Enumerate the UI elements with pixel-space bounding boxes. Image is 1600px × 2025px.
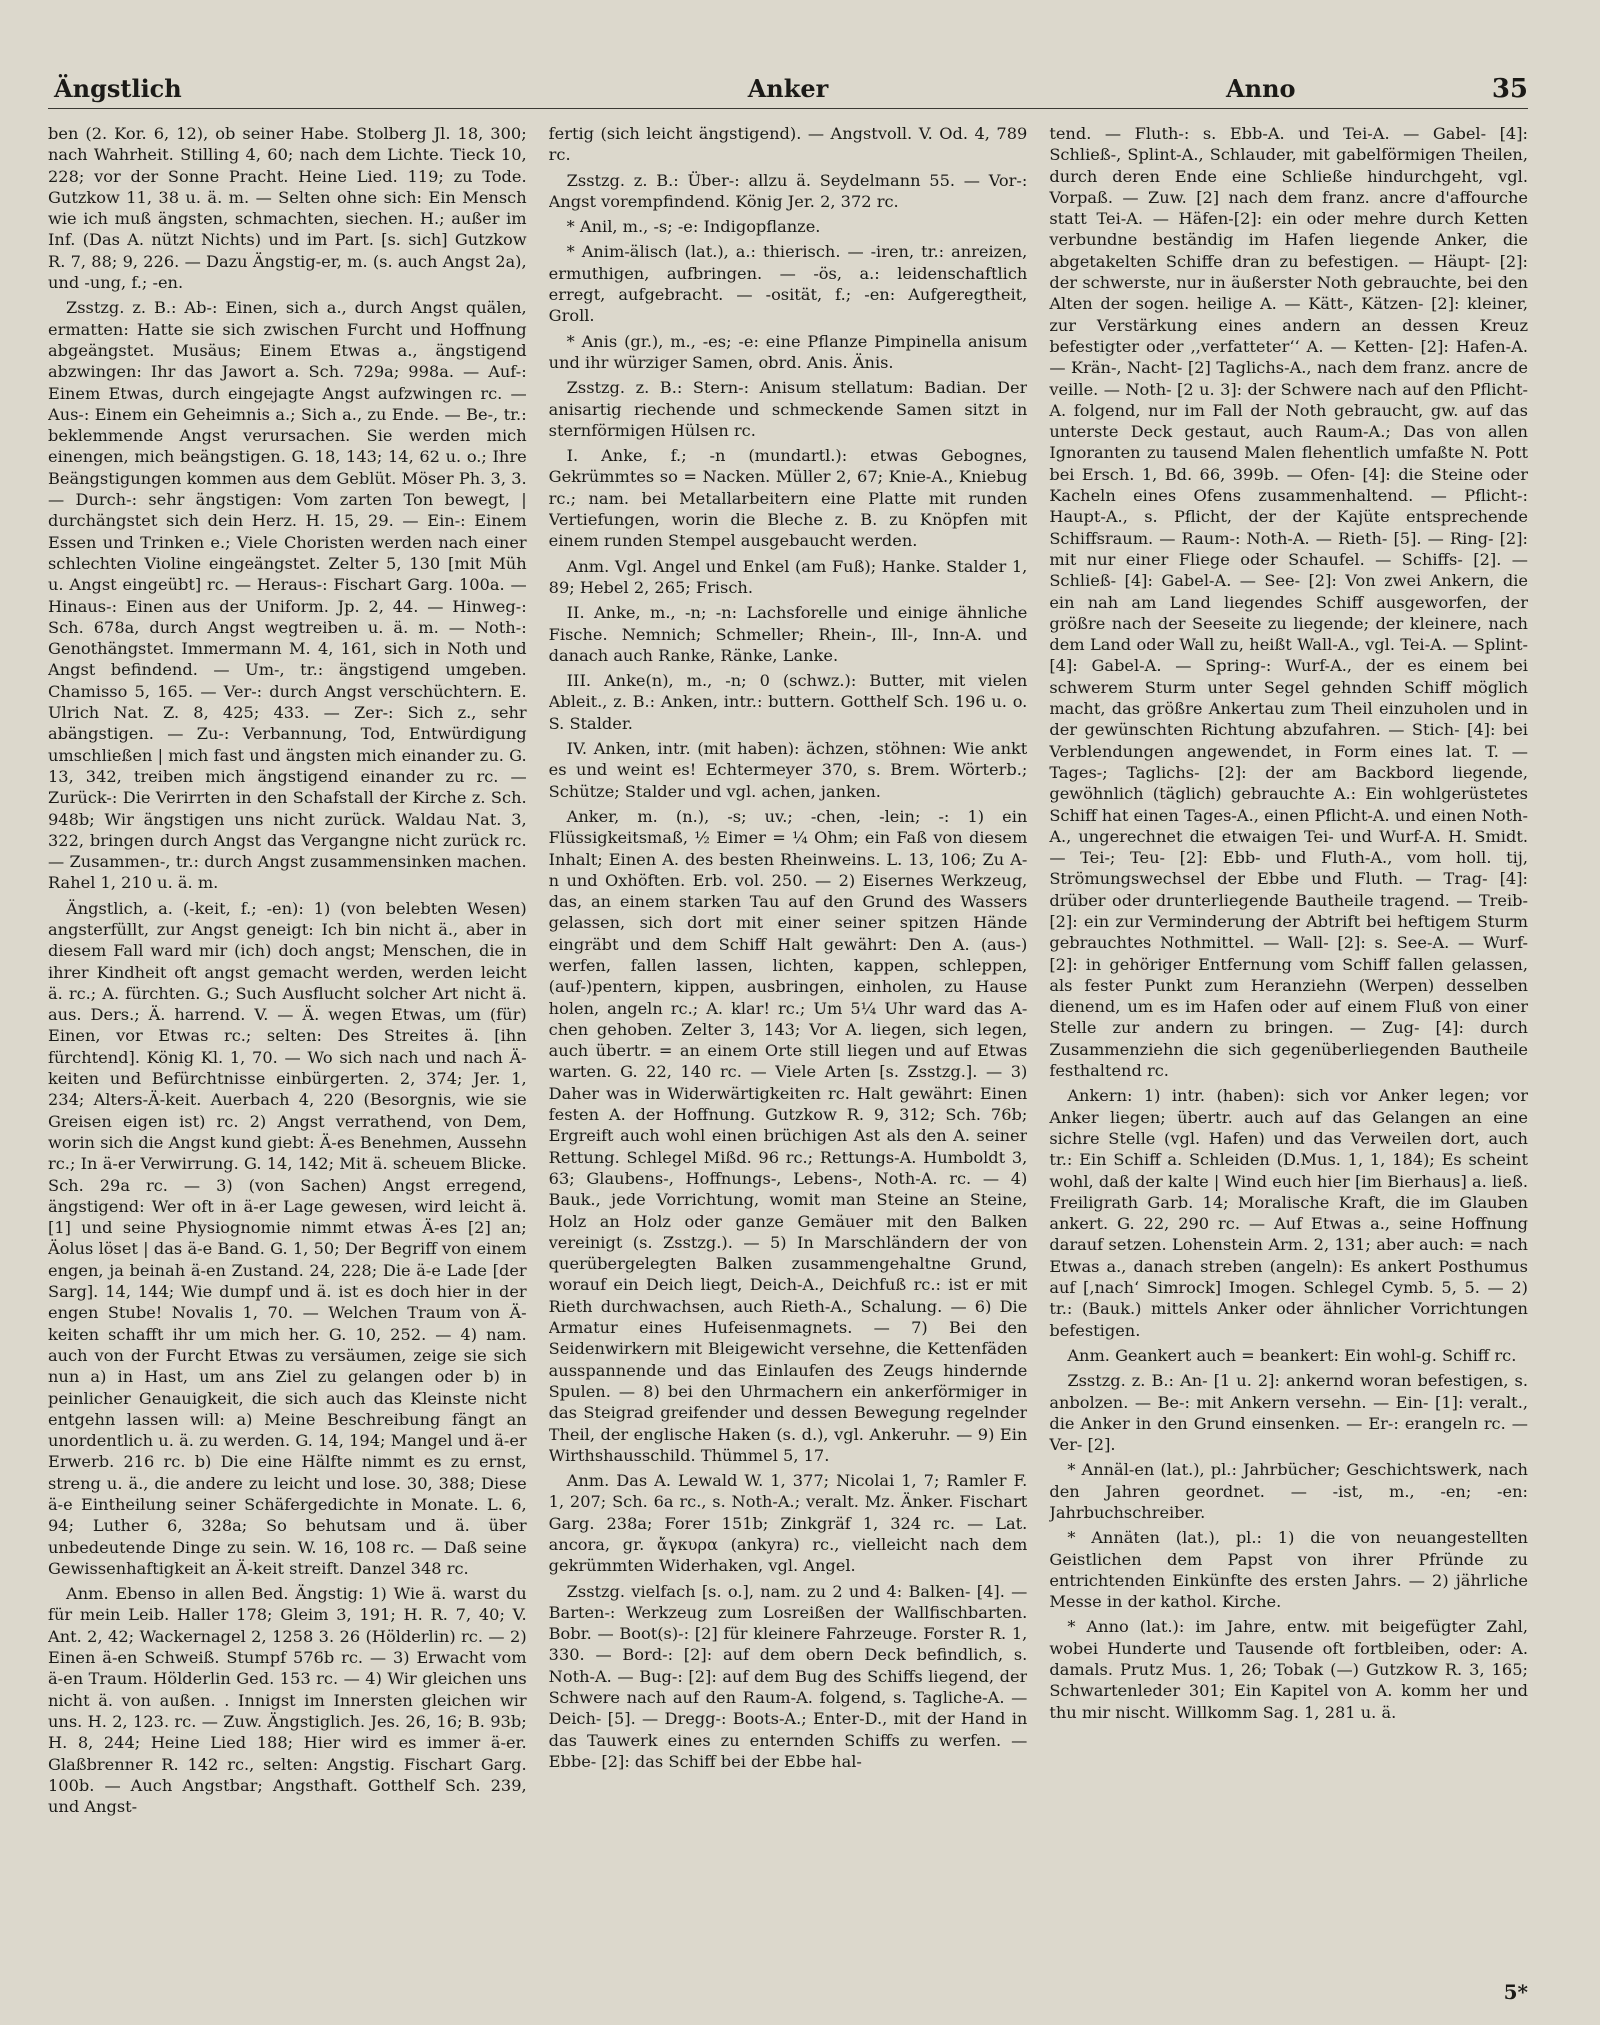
paragraph: Ängstlich, a. (-keit, f.; -en): 1) (von belebten Wesen) angsterfüllt, zur Angst geneigt: Ich bin nicht ä., aber in diesem Fall ward mir (ich) doch angst; Menschen, die in ihrer Kindheit oft angst gemacht werden, werden leicht ä. rc.; A. fürchten. G.; Such Ausflucht solcher Art nicht ä. aus. Ders.; Ä. harrend. V. — Ä. wegen Etwas, um (für) Einen, vor Etwas rc.; selten: Des Streites ä. [ihn fürchtend]. König Kl. 1, 70. — Wo sich nach und nach Ä-keiten und Befürchtnisse einbürgerten. 2, 374; Jer. 1, 234; Alters-Ä-keit. Auerbach 4, 220 (Besorgnis, wie sie Greisen eigen ist) rc. 2) Angst verrathend, von Dem, worin sich die Angst kund giebt: Ä-es Benehmen, Aussehn rc.; In ä-er Verwirrung. G. 14, 142; Mit ä. scheuem Blicke. Sch. 29a rc. — 3) (von Sachen) Angst erregend, ängstigend: Wer oft in ä-er Lage gewesen, wird leicht ä. [1] und seine Physiognomie nimmt etwas Ä-es [2] an; Äolus löset | das ä-e Band. G. 1, 50; Der Begriff von einem engen, ja beinah ä-en Zustand. 24, 228; Die ä-e Lade [der Sarg]. 14, 144; Wie dumpf und ä. ist es doch hier in der engen Stube! Novalis 1, 70. — Welchen Traum von Ä-keiten schafft ihr um mich her. G. 10, 252. — 4) nam. auch von der Furcht Etwas zu versäumen, zeige sie sich nun a) in Hast, um ans Ziel zu gelangen oder b) in peinlicher Genauigkeit, die sich auch das Kleinste nicht entgehn lassen will: a) Meine Beschreibung fängt an unordentlich u. ä. zu werden. G. 14, 194; Mangel und ä-er Erwerb. 216 rc. b) Die eine Hälfte nimmt es zu ernst, streng u. ä., die andere zu leicht und lose. 30, 388; Diese ä-e Eintheilung seiner Schäfergedichte in Monate. L. 6, 94; Luther 6, 328a; So behutsam und ä. über unbedeutende Dinge zu sein. W. 16, 108 rc. — Daß seine Gewissenhaftigkeit an Ä-keit streift. Danzel 348 rc.	[48, 898, 527, 1578]
paragraph: I. Anke, f.; -n (mundartl.): etwas Gebognes, Gekrümmtes so = Nacken. Müller 2, 67; Knie-A., Kniebug rc.; nam. bei Metallarbeitern eine Platte mit runden Vertiefungen, worin die Bleche z. B. zu Knöpfen mit einem runden Stempel ausgebaucht werden.	[548, 446, 1028, 551]
paragraph: ben (2. Kor. 6, 12), ob seiner Habe. Stolberg Jl. 18, 300; nach Wahrheit. Stilling 4, 60; nach dem Lichte. Tieck 10, 228; vor der Sonne Pracht. Heine Lied. 119; zu Tode. Gutzkow 11, 38 u. ä. m. — Selten ohne sich: Ein Mensch wie ich muß ängsten, schmachten, siechen. H.; außer im Inf. (Das A. nützt Nichts) und im Part. [s. sich] Gutzkow R. 7, 88; 9, 226. — Dazu Ängstig-er, m. (s. auch Angst 2a), und -ung, f.; -en.	[48, 124, 527, 293]
paragraph: * Annäten (lat.), pl.: 1) die von neuangestellten Geistlichen dem Papst von ihrer Pfründe zu entrichtenden Einkünfte des ersten Jahrs. — 2) jährliche Messe in der kathol. Kirche.	[1049, 1528, 1528, 1612]
paragraph: Ankern: 1) intr. (haben): sich vor Anker legen; vor Anker liegen; übertr. auch auf das Gelangen an eine sichre Stelle (vgl. Hafen) und das Verweilen dort, auch tr.: Ein Schiff a. Schleiden (D.Mus. 1, 1, 184); Es scheint wohl, daß der kalte | Wind euch hier [im Bierhaus] a. ließ. Freiligrath Garb. 14; Moralische Kraft, die im Glauben ankert. G. 22, 290 rc. — Auf Etwas a., seine Hoffnung darauf setzen. Lohenstein Arm. 2, 131; aber auch: = nach Etwas a., danach streben (angeln): Es ankert Posthumus auf [‚nach‘ Simrock] Imogen. Schlegel Cymb. 5, 5. — 2) tr.: (Bauk.) mittels Anker oder ähnlicher Vorrichtungen befestigen.	[1049, 1086, 1528, 1340]
header-left-word: Ängstlich	[54, 74, 182, 103]
paragraph: fertig (sich leicht ängstigend). — Angstvoll. V. Od. 4, 789 rc.	[548, 124, 1028, 165]
running-header	[48, 64, 1528, 109]
paragraph: tend. — Fluth-: s. Ebb-A. und Tei-A. — Gabel- [4]: Schließ-, Splint-A., Schlauder, mit gabelförmigen Theilen, durch deren Ende eine Schließe hindurchgeht, vgl. Vorpaß. — Zuw. [2] nach dem franz. ancre d'affourche statt Tei-A. — Häfen-[2]: ein oder mehre durch Ketten verbundne beständig im Hafen liegende Anker, die abgetakelten Schiffe dran zu befestigen. — Häupt- [2]: der schwerste, nur in äußerster Noth gebrauchte, bei den Alten der sogen. heilige A. — Kätt-, Kätzen- [2]: kleiner, zur Verstärkung eines andern an dessen Kreuz befestigter oder ‚‚verfatteter‘‘ A. — Ketten- [2]: Hafen-A. — Krän-, Nacht- [2] Taglichs-A., nach dem franz. ancre de veille. — Noth- [2 u. 3]: der Schwere nach auf den Pflicht-A. folgend, nur im Fall der Noth gebraucht, gw. auf das unterste Deck gestaut, auch Raum-A.; Das von allen Ignoranten zu tausend Malen flehentlich umfaßte N. Pott bei Ersch. 1, Bd. 66, 399b. — Ofen- [4]: die Steine oder Kacheln eines Ofens zusammenhaltend. — Pflicht-: Haupt-A., s. Pflicht, der der Kajüte entsprechende Schiffsraum. — Raum-: Noth-A. — Rieth- [5]. — Ring- [2]: mit nur einer Fliege oder Schaufel. — Schiffs- [2]. — Schließ- [4]: Gabel-A. — See- [2]: Von zwei Ankern, die ein nah am Land liegendes Schiff ausgeworfen, der größre nach der Seeseite zu liegende; der kleinere, nach dem Land oder Wall zu, heißt Wall-A., vgl. Tei-A. — Splint- [4]: Gabel-A. — Spring-: Wurf-A., der es einem bei schwerem Sturm unter Segel gehnden Schiff möglich macht, das größre Ankertau zum Theil einzuholen und in der gewünschten Richtung abzufahren. — Stich- [4]: bei Verblendungen angewendet, in Form eines lat. T. — Tages-; Taglichs- [2]: der am Backbord liegende, gewöhnlich (täglich) gebrauchte A.: Ein wohlgerüstetes Schiff hat einen Tages-A., einen Pflicht-A. und einen Noth-A., ungerechnet die etwaigen Tei- und Wurf-A. H. Smidt. — Tei-; Teu- [2]: Ebb- und Fluth-A., vom holl. tij, Strömungswechsel der Ebbe und Fluth. — Trag- [4]: drüber oder drunterliegende Bautheile tragend. — Treib- [2]: ein zur Verminderung der Abtrift bei heftigem Sturm gebrauchtes Nothmittel. — Wall- [2]: s. See-A. — Wurf- [2]: in gehöriger Entfernung vom Schiff fallen gelassen, als fester Punkt zum Heranziehn (Werpen) desselben dienend, um es im Hafen oder auf einem Fluß von einer Stelle zur andern zu bringen. — Zug- [4]: durch Zusammenziehn die sich gegenüberliegenden Bautheile festhaltend rc.	[1049, 124, 1528, 1081]
paragraph: III. Anke(n), m., -n; 0 (schwz.): Butter, mit vielen Ableit., z. B.: Anken, intr.: buttern. Gotthelf Sch. 196 u. o. S. Stalder.	[548, 671, 1028, 733]
column-2	[549, 123, 1028, 2003]
paragraph: * Anis (gr.), m., -es; -e: eine Pflanze Pimpinella anisum und ihr würziger Samen, obrd. Anis. Änis.	[548, 331, 1028, 372]
paragraph: Anm. Ebenso in allen Bed. Ängstig: 1) Wie ä. warst du für mein Leib. Haller 178; Gleim 3, 191; H. R. 7, 40; V. Ant. 2, 42; Wackernagel 2, 1258 3. 26 (Hölderlin) rc. — 2) Einen ä-en Schweiß. Stumpf 576b rc. — 3) Erwacht vom ä-en Traum. Hölderlin Ged. 153 rc. — 4) Wir gleichen uns nicht ä. von außen. . Innigst im Innersten gleichen wir uns. H. 2, 123. rc. — Zuw. Ängstiglich. Jes. 26, 16; B. 93b; H. 8, 244; Heine Lied 188; Hier wird es immer ä-er. Glaßbrenner R. 142 rc., selten: Angstig. Fischart Garg. 100b. — Auch Angstbar; Angsthaft. Gotthelf Sch. 239, und Angst-	[48, 1584, 527, 1817]
text-columns	[48, 123, 1528, 2003]
paragraph: * Anno (lat.): im Jahre, entw. mit beigefügter Zahl, wobei Hunderte und Tausende oft fortbleiben, oder: A. damals. Prutz Mus. 1, 26; Tobak (—) Gutzkow R. 3, 165; Schwartenleder 301; Ein Kapitel von A. komm her und thu mir nischt. Willkomm Sag. 1, 281 u. ä.	[1049, 1617, 1528, 1722]
paragraph: Anm. Vgl. Angel und Enkel (am Fuß); Hanke. Stalder 1, 89; Hebel 2, 265; Frisch.	[548, 556, 1028, 597]
paragraph: II. Anke, m., -n; -n: Lachsforelle und einige ähnliche Fische. Nemnich; Schmeller; Rhein-, Ill-, Inn-A. und danach auch Ranke, Ränke, Lanke.	[548, 603, 1028, 665]
paragraph: Zsstzg. vielfach [s. o.], nam. zu 2 und 4: Balken- [4]. — Barten-: Werkzeug zum Losreißen der Wallfischbarten. Bobr. — Boot(s)-: [2] für kleinere Fahrzeuge. Forster R. 1, 330. — Bord-: [2]: auf dem obern Deck befindlich, s. Noth-A. — Bug-: [2]: auf dem Bug des Schiffs liegend, der Schwere nach auf den Raum-A. folgend, s. Tagliche-A. — Deich- [5]. — Dregg-: Boots-A.; Enter-D., mit der Hand in das Tauwerk eines zu enternden Schiffs zu werfen. — Ebbe- [2]: das Schiff bei der Ebbe hal-	[548, 1581, 1028, 1771]
header-right-word: Anno	[1226, 74, 1296, 103]
paragraph: Zsstzg. z. B.: Ab-: Einen, sich a., durch Angst quälen, ermatten: Hatte sie sich zwischen Furcht und Hoffnung abgeängstet. Musäus; Einem Etwas a., ängstigend abzwingen: Ihr das Jawort a. Sch. 729a; 998a. — Auf-: Einem Etwas, durch eingejagte Angst aufzwingen rc. — Aus-: Einem ein Geheimnis a.; Sich a., zu Ende. — Be-, tr.: beklemmende Angst verursachen. Sie werden mich einengen, mich beängstigen. G. 18, 143; 14, 62 u. o.; Ihre Beängstigungen kommen aus dem Geblüt. Möser Ph. 3, 3. — Durch-: sehr ängstigen: Vom zarten Ton bewegt, | durchängstet sich dein Herz. H. 15, 29. — Ein-: Einem Essen und Trinken e.; Viele Choristen werden nach einer schlechten Violine eingeängstet. Zelter 5, 130 [mit Müh u. Angst eingeübt] rc. — Heraus-: Fischart Garg. 100a. — Hinaus-: Einen aus der Uniform. Jp. 2, 44. — Hinweg-: Sch. 678a, durch Angst wegtreiben u. ä. m. — Noth-: Genothängstet. Immermann M. 4, 161, sich in Noth und Angst befindend. — Um-, tr.: ängstigend umgeben. Chamisso 5, 165. — Ver-: durch Angst verschüchtern. E. Ulrich Nat. Z. 8, 425; 433. — Zer-: Sich z., sehr abängstigen. — Zu-: Verbannung, Tod, Entwürdigung umschließen | mich fast und ängsten mich einander zu. G. 13, 342, treiben mich ängstigend einander zu rc. — Zurück-: Die Verirrten in den Schafstall der Kirche z. Sch. 948b; Wir ängstigen uns nicht zurück. Waldau Nat. 3, 322, bringen durch Angst das Vergangne nicht zurück rc. — Zusammen-, tr.: durch Angst zusammensinken machen. Rahel 1, 210 u. ä. m.	[48, 298, 527, 893]
paragraph: * Anil, m., -s; -e: Indigopflanze.	[566, 217, 821, 237]
paragraph: * Annäl-en (lat.), pl.: Jahrbücher; Geschichtswerk, nach den Jahren geordnet. — -ist, m., -en; -en: Jahrbuchschreiber.	[1049, 1460, 1528, 1522]
paragraph: Zsstzg. z. B.: Über-: allzu ä. Seydelmann 55. — Vor-: Angst vorempfindend. König Jer. 2, 372 rc.	[548, 170, 1028, 211]
paragraph: * Anim-älisch (lat.), a.: thierisch. — -iren, tr.: anreizen, ermuthigen, aufbringen. — -ös, a.: leidenschaftlich erregt, aufgebracht. — -osität, f.; -en: Aufgeregtheit, Groll.	[548, 242, 1028, 326]
paragraph: Anm. Das A. Lewald W. 1, 377; Nicolai 1, 7; Ramler F. 1, 207; Sch. 6a rc., s. Noth-A.; veralt. Mz. Änker. Fischart Garg. 238a; Forer 151b; Zinkgräf 1, 324 rc. — Lat. ancora, gr. ἄγκυρα (ankyra) rc., vielleicht nach dem gekrümmten Widerhaken, vgl. Angel.	[548, 1471, 1028, 1576]
paragraph: Anker, m. (n.), -s; uv.; -chen, -lein; -: 1) ein Flüssigkeitsmaß, ½ Eimer = ¼ Ohm; ein Faß von diesem Inhalt; Einen A. des besten Rheinweins. L. 13, 106; Zu A-n und Oxhöften. Erb. vol. 250. — 2) Eisernes Werkzeug, das, an einem starken Tau auf den Grund des Wassers gelassen, sich dort mit einer seiner spitzen Hände eingräbt und dem Schiff Halt gewährt: Den A. (aus-) werfen, fallen lassen, lichten, kappen, schleppen, (auf-)pentern, kippen, ausbringen, einholen, zu Hause holen, angeln rc.; A. klar! rc.; Um 5¼ Uhr ward das A-chen gehoben. Zelter 3, 143; Vor A. liegen, sich legen, auch übertr. = an einem Orte still liegen und auf Etwas warten. G. 22, 140 rc. — Viele Arten [s. Zsstzg.]. — 3) Daher was in Widerwärtigkeiten rc. Halt gewährt: Einen festen A. der Hoffnung. Gutzkow R. 9, 312; Sch. 76b; Ergreift auch wohl einen brüchigen Ast als den A. seiner Rettung. Schlegel Mißd. 96 rc.; Rettungs-A. Humboldt 3, 63; Glaubens-, Hoffnungs-, Lebens-, Noth-A. rc. — 4) Bauk., jede Vorrichtung, womit man Steine an Steine, Holz an Holz oder ganze Gemäuer mit den Balken vereinigt (s. Zsstzg.). — 5) In Marschländern der von querübergelegten Balken zusammengehaltne Grund, worauf ein Deich liegt, Deich-A., Deichfuß rc.: ist er mit Rieth durchwachsen, auch Rieth-A., Schalung. — 6) Die Armatur eines Hufeisenmagnets. — 7) Bei den Seidenwirkern mit Bleigewicht versehne, die Kettenfäden ausspannende und das Einlaufen des Zeugs hindernde Spulen. — 8) bei den Uhrmachern ein ankerförmiger in das Steigrad greifender und dessen Bewegung regelnder Theil, der englische Haken (s. d.), vgl. Ankeruhr. — 9) Ein Wirthshausschild. Thümmel 5, 17.	[548, 806, 1028, 1465]
page-number: 35	[1491, 74, 1528, 104]
signature-mark: 5*	[1503, 1979, 1528, 2003]
header-center-word: Anker	[747, 74, 829, 103]
paragraph: Zsstzg. z. B.: An- [1 u. 2]: ankernd woran befestigen, s. anbolzen. — Be-: mit Ankern versehn. — Ein- [1]: veralt., die Anker in den Grund einsenken. — Er-: erangeln rc. — Ver- [2].	[1049, 1371, 1528, 1455]
paragraph: Anm. Geankert auch = beankert: Ein wohl-g. Schiff rc.	[1067, 1345, 1517, 1365]
column-1	[48, 123, 527, 2003]
column-3	[1049, 123, 1528, 2003]
paragraph: IV. Anken, intr. (mit haben): ächzen, stöhnen: Wie ankt es und weint es! Echtermeyer 370, s. Brem. Wörterb.; Schütze; Stalder und vgl. achen, janken.	[548, 739, 1028, 801]
paragraph: Zsstzg. z. B.: Stern-: Anisum stellatum: Badian. Der anisartig riechende und schmeckende Samen sitzt in sternförmigen Hülsen rc.	[548, 378, 1028, 440]
